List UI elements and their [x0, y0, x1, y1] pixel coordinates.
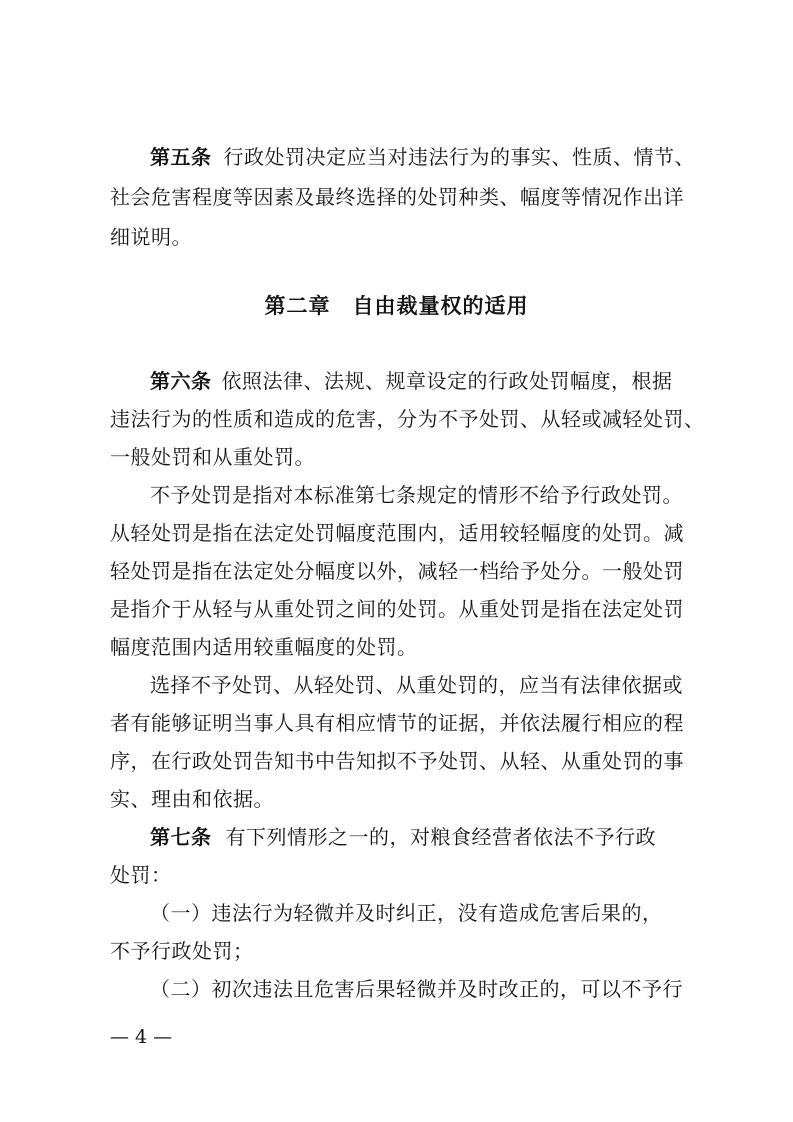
article-5-line-3: 细说明。 [110, 225, 192, 249]
chapter-2-title: 第二章 自由裁量权的适用 [264, 294, 529, 318]
article-7-label: 第七条 [150, 825, 212, 849]
article-5-text-1: 行政处罚决定应当对违法行为的事实、性质、情节、 [223, 145, 695, 169]
article-6-para2-line-4: 是指介于从轻与从重处罚之间的处罚。从重处罚是指在法定处罚 [110, 597, 684, 621]
article-7-line-2: 处罚： [110, 863, 172, 887]
article-7-text-1: 有下列情形之一的，对粮食经营者依法不予行政 [225, 825, 656, 849]
page-number: — 4 — [110, 1026, 173, 1048]
article-6-para2-line-2: 从轻处罚是指在法定处罚幅度范围内，适用较轻幅度的处罚。减 [110, 521, 684, 545]
article-7-item-1-line-2: 不予行政处罚； [110, 939, 254, 963]
article-6-para3-line-4: 实、理由和依据。 [110, 787, 274, 811]
article-6-label: 第六条 [150, 369, 212, 393]
article-6-para2-line-5: 幅度范围内适用较重幅度的处罚。 [110, 635, 418, 659]
article-7-line-1 [150, 823, 656, 851]
article-7-item-2-line-1: （二）初次违法且危害后果轻微并及时改正的，可以不予行 [150, 977, 683, 1001]
article-6-line-1 [150, 367, 673, 395]
article-7-item-1-line-1: （一）违法行为轻微并及时纠正，没有造成危害后果的， [150, 901, 663, 925]
article-6-para3-line-3: 序，在行政处罚告知书中告知拟不予处罚、从轻、从重处罚的事 [110, 749, 684, 773]
article-5-line-2: 社会危害程度等因素及最终选择的处罚种类、幅度等情况作出详 [110, 185, 684, 209]
article-5-label: 第五条 [150, 145, 212, 169]
article-6-line-3: 一般处罚和从重处罚。 [110, 445, 315, 469]
article-6-line-2: 违法行为的性质和造成的危害，分为不予处罚、从轻或减轻处罚、 [110, 407, 705, 431]
article-6-para2-line-1: 不予处罚是指对本标准第七条规定的情形不给予行政处罚。 [150, 483, 683, 507]
article-6-para2-line-3: 轻处罚是指在法定处分幅度以外，减轻一档给予处分。一般处罚 [110, 559, 684, 583]
article-6-para3-line-2: 者有能够证明当事人具有相应情节的证据，并依法履行相应的程 [110, 711, 684, 735]
article-5-line-1 [150, 143, 695, 171]
article-6-text-1: 依照法律、法规、规章设定的行政处罚幅度，根据 [221, 369, 673, 393]
article-6-para3-line-1: 选择不予处罚、从轻处罚、从重处罚的，应当有法律依据或 [150, 673, 683, 697]
